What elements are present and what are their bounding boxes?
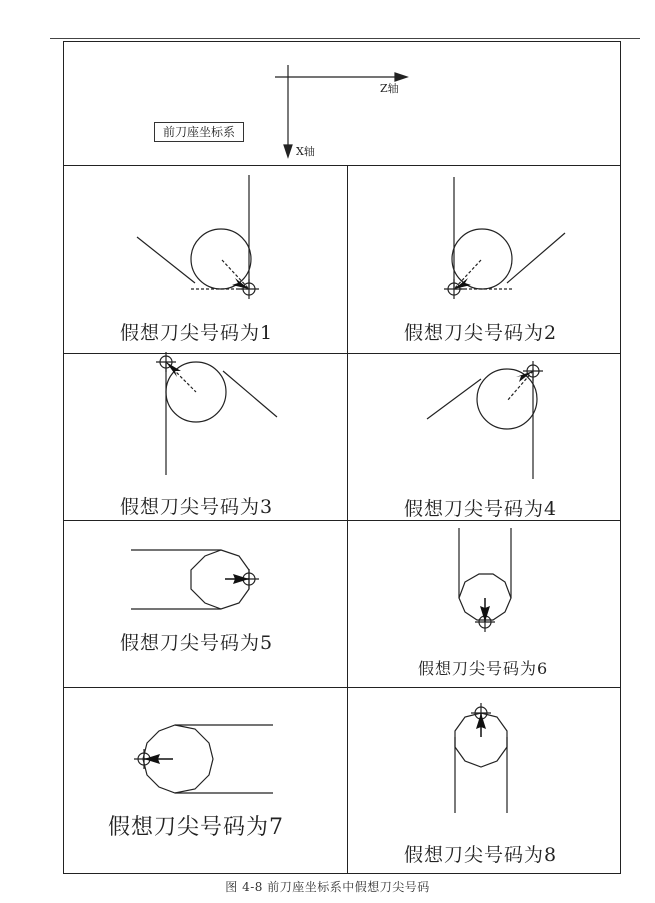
tool-tip-2-label: 假想刀尖号码为2 bbox=[404, 322, 558, 344]
tool-tip-5-label: 假想刀尖号码为5 bbox=[120, 632, 274, 654]
top-rule bbox=[50, 38, 640, 39]
z-axis-label: Z轴 bbox=[380, 82, 399, 95]
tool-tip-5-diagram bbox=[63, 520, 347, 687]
tool-tip-6-label: 假想刀尖号码为6 bbox=[418, 659, 549, 678]
coordinate-system-label: 前刀座坐标系 bbox=[154, 122, 244, 142]
tool-tip-7-label: 假想刀尖号码为7 bbox=[108, 815, 284, 840]
x-axis-label: X轴 bbox=[296, 145, 315, 158]
figure-caption: 图 4-8 前刀座坐标系中假想刀尖号码 bbox=[225, 880, 430, 894]
coordinate-system-diagram bbox=[63, 41, 621, 165]
tool-tip-8-label: 假想刀尖号码为8 bbox=[404, 844, 558, 866]
tool-tip-3-label: 假想刀尖号码为3 bbox=[120, 496, 274, 518]
tool-tip-7-diagram bbox=[63, 687, 347, 874]
tool-tip-1-label: 假想刀尖号码为1 bbox=[120, 322, 274, 344]
tool-tip-4-label: 假想刀尖号码为4 bbox=[404, 498, 558, 520]
